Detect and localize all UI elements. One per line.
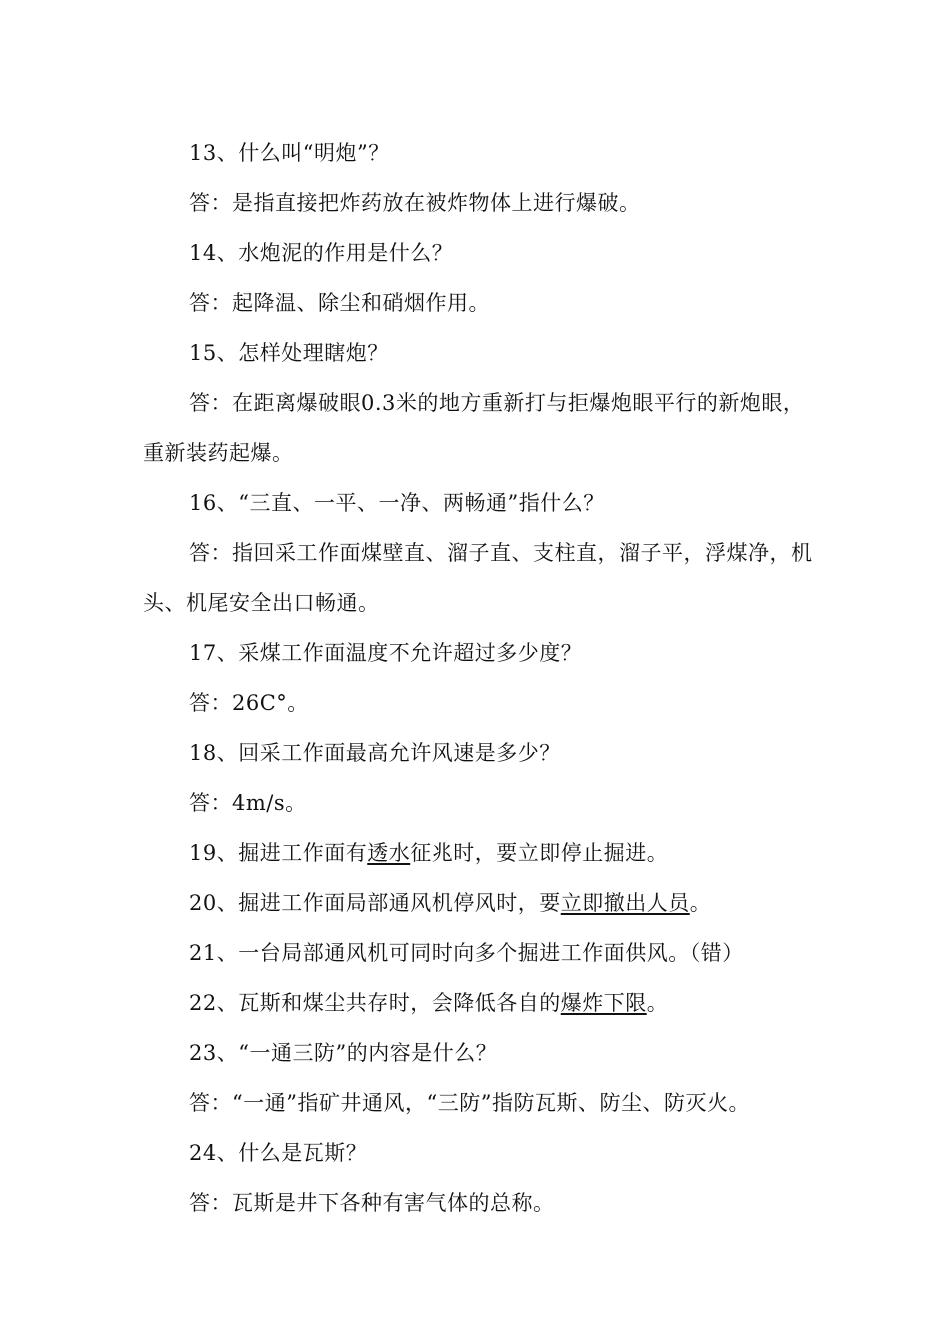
paragraph xyxy=(143,1178,823,1228)
paragraph-text: 22、瓦斯和煤尘共存时，会降低各自的 xyxy=(189,991,561,1015)
document-body xyxy=(143,128,823,1228)
paragraph xyxy=(143,128,823,178)
paragraph-text: 答：是指直接把炸药放在被炸物体上进行爆破。 xyxy=(189,191,641,215)
paragraph-text: 答：指回采工作面煤壁直、溜子直、支柱直，溜子平，浮煤净，机头、机尾安全出口畅通。 xyxy=(143,541,813,615)
paragraph-text: 。 xyxy=(689,891,712,915)
paragraph-text: 19、掘进工作面有 xyxy=(189,841,368,865)
paragraph xyxy=(143,1128,823,1178)
paragraph xyxy=(143,278,823,328)
paragraph xyxy=(143,378,823,478)
paragraph xyxy=(143,228,823,278)
underlined-answer: 立即撤出人员 xyxy=(560,891,690,915)
paragraph-text: 答：起降温、除尘和硝烟作用。 xyxy=(189,291,490,315)
paragraph-text: 16、“三直、一平、一净、两畅通”指什么？ xyxy=(189,491,605,515)
paragraph xyxy=(143,928,823,978)
paragraph xyxy=(143,1078,823,1128)
paragraph-text: 17、采煤工作面温度不允许超过多少度？ xyxy=(189,641,583,665)
paragraph-text: 13、什么叫“明炮”？ xyxy=(189,141,390,165)
paragraph-text: 。 xyxy=(646,991,669,1015)
paragraph-text: 14、水炮泥的作用是什么？ xyxy=(189,241,454,265)
paragraph-text: 答：26C°。 xyxy=(189,691,309,715)
paragraph xyxy=(143,678,823,728)
paragraph-text: 征兆时，要立即停止掘进。 xyxy=(410,841,669,865)
underlined-answer: 透水 xyxy=(367,841,411,865)
underlined-answer: 爆炸下限 xyxy=(560,991,647,1015)
paragraph-text: 24、什么是瓦斯？ xyxy=(189,1141,368,1165)
paragraph-text: 15、怎样处理瞎炮？ xyxy=(189,341,389,365)
paragraph-text: 23、“一通三防”的内容是什么？ xyxy=(189,1041,498,1065)
paragraph xyxy=(143,528,823,628)
paragraph xyxy=(143,328,823,378)
paragraph-text: 20、掘进工作面局部通风机停风时，要 xyxy=(189,891,561,915)
paragraph xyxy=(143,478,823,528)
paragraph xyxy=(143,878,823,928)
paragraph-text: 答：瓦斯是井下各种有害气体的总称。 xyxy=(189,1191,555,1215)
paragraph xyxy=(143,978,823,1028)
paragraph xyxy=(143,778,823,828)
paragraph xyxy=(143,728,823,778)
paragraph xyxy=(143,628,823,678)
paragraph-text: 答：在距离爆破眼0.3米的地方重新打与拒爆炮眼平行的新炮眼，重新装药起爆。 xyxy=(143,391,805,465)
paragraph xyxy=(143,178,823,228)
paragraph-text: 答：“一通”指矿井通风，“三防”指防瓦斯、防尘、防灭火。 xyxy=(189,1091,750,1115)
paragraph-text: 21、一台局部通风机可同时向多个掘进工作面供风。（错） xyxy=(189,941,744,965)
paragraph xyxy=(143,1028,823,1078)
paragraph-text: 答：4m/s。 xyxy=(189,791,307,815)
paragraph xyxy=(143,828,823,878)
paragraph-text: 18、回采工作面最高允许风速是多少？ xyxy=(189,741,561,765)
